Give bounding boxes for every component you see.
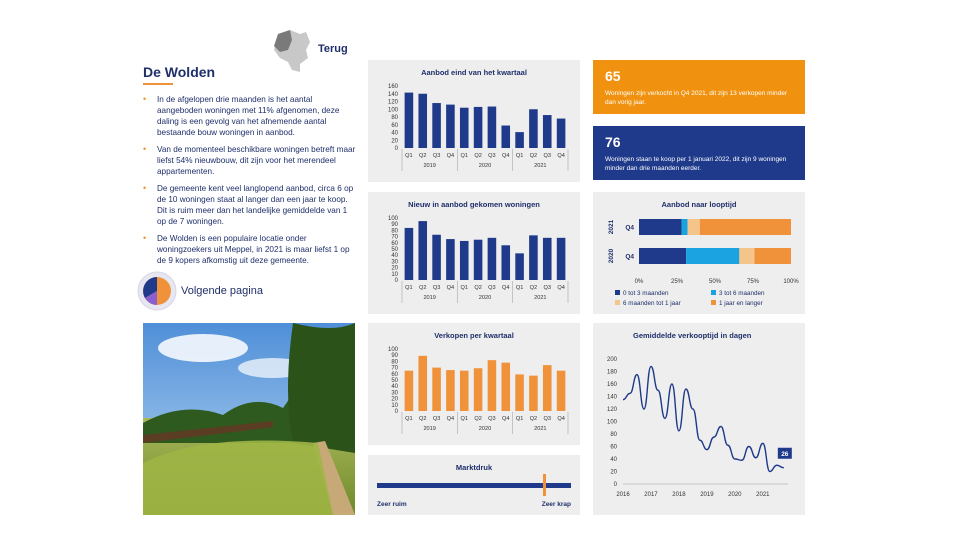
bar [432,235,441,280]
bar [557,119,566,148]
y-tick-label: 140 [387,91,398,98]
x-tick-label: Q1 [515,416,524,422]
bar [488,360,497,411]
bar [557,238,566,280]
x-tick-label: 75% [746,279,760,285]
bar [543,238,552,280]
year-label: 2019 [423,426,436,432]
x-tick-label: Q2 [529,285,538,291]
bullet-item: • De gemeente kent veel langlopend aanbod, circa 6 op de 10 woningen staat al langer dan een jaar te koop. Dit is ruim meer dan het landelijke gemiddelde van 1 op de 7 woningen. [143,183,358,227]
year-label: 2019 [423,163,436,169]
bullet-item: • De Wolden is een populaire locatie onder woningzoekers uit Meppel, in 2021 is maar liefst 1 op de 9 kopers afkomstig uit deze gemeente. [143,233,358,266]
panel-verkooptijd [593,323,805,515]
verkooptijd-chart [593,323,805,515]
y-tick-label: 160 [606,382,617,388]
x-tick-label: Q1 [460,285,468,291]
chart-title: Verkopen per kwartaal [434,331,514,340]
y-tick-label: 50 [391,247,398,253]
x-tick-label: Q1 [460,416,468,422]
x-tick-label: Q4 [557,285,565,291]
x-tick-label: 100% [783,279,799,285]
bullet-item: • In de afgelopen drie maanden is het aantal aangeboden woningen met 11% afgenomen, deze daling is een gevolg van het afnemende aantal bestaande bouw woningen in aanbod. [143,94,358,138]
year-label: 2021 [534,295,547,301]
x-tick-label: Q4 [502,416,510,422]
y-tick-label: 160 [387,84,398,90]
x-tick-label: 2017 [644,492,658,498]
panel-verkopen [368,323,580,445]
legend-swatch [615,290,620,295]
y-tick-label: 50 [391,378,398,384]
x-tick-label: 2018 [672,492,686,498]
x-tick-label: 50% [708,279,722,285]
aanbod-chart [368,60,580,182]
x-tick-label: Q3 [432,285,441,291]
x-tick-label: Q3 [543,285,551,291]
row-year-label: 2020 [608,248,615,264]
y-tick-label: 100 [387,107,398,114]
x-tick-label: Q2 [474,416,482,422]
x-tick-label: Q3 [543,416,551,422]
year-label: 2020 [478,426,492,432]
chart-title: Aanbod naar looptijd [661,200,737,209]
y-tick-label: 20 [391,396,398,403]
kpi-for-sale [593,126,805,180]
x-tick-label: Q1 [405,285,413,291]
chart-title: Aanbod eind van het kwartaal [421,68,527,77]
x-tick-label: Q4 [446,416,455,422]
x-tick-label: Q1 [405,153,413,159]
x-tick-label: Q3 [488,416,496,422]
bar [515,374,524,411]
x-tick-label: Q4 [557,153,565,159]
x-tick-label: Q2 [474,285,482,291]
y-tick-label: 20 [391,265,398,272]
y-tick-label: 90 [391,222,398,229]
verkooptijd-line [623,367,784,472]
y-tick-label: 40 [391,384,398,391]
x-tick-label: 25% [670,279,684,285]
panel-nieuw [368,192,580,314]
bar [515,132,524,148]
bar [474,368,483,411]
x-tick-label: Q4 [502,153,510,159]
y-tick-label: 80 [391,115,398,121]
bar [418,356,427,411]
x-tick-label: 2020 [728,492,742,498]
bullet-item: • Van de momenteel beschikbare woningen betreft maar liefst 54% nieuwbouw, dit zijn voor het merendeel appartementen. [143,144,358,177]
stacked-segment [682,219,688,235]
y-tick-label: 120 [606,407,617,413]
year-label: 2019 [423,295,436,301]
x-tick-label: Q1 [515,285,524,291]
bar [418,221,427,280]
y-tick-label: 60 [391,122,398,129]
x-tick-label: Q4 [446,153,455,159]
stacked-segment [739,248,754,264]
bar [432,103,441,148]
stacked-segment [755,248,791,264]
bar [460,371,469,411]
stacked-segment [639,248,686,264]
x-tick-label: 2016 [616,492,630,498]
y-tick-label: 30 [391,259,398,266]
marktdruk-title: Marktdruk [455,463,493,472]
kpi-value: 65 [605,68,621,84]
bar [543,115,552,148]
x-tick-label: Q4 [502,285,510,291]
y-tick-label: 60 [391,371,398,378]
kpi-text: Woningen zijn verkocht in Q4 2021, dit zijn 13 verkopen minder dan vorig jaar. [605,90,787,106]
y-tick-label: 40 [391,253,398,260]
x-tick-label: 2021 [756,492,770,498]
y-tick-label: 0 [394,146,398,152]
y-tick-label: 10 [391,271,398,278]
y-tick-label: 70 [391,365,398,372]
page-title: De Wolden [143,64,216,80]
title-underline [143,83,173,85]
stacked-segment [639,219,682,235]
y-tick-label: 120 [387,99,398,106]
bar [418,94,427,148]
bullet-list [143,94,358,272]
nieuw-chart [368,192,580,314]
legend-label: 3 tot 6 maanden [719,290,765,297]
legend-swatch [711,290,716,295]
y-tick-label: 40 [610,457,617,463]
bar [501,363,510,411]
panel-looptijd [593,192,805,314]
bar [501,245,510,280]
x-tick-label: Q3 [488,285,496,291]
chart-title: Nieuw in aanbod gekomen woningen [408,200,540,209]
x-tick-label: Q2 [474,153,482,159]
y-tick-label: 60 [391,240,398,247]
pie-nav-icon[interactable] [137,271,177,311]
y-tick-label: 60 [610,444,617,451]
kpi-value: 76 [605,134,621,150]
y-tick-label: 0 [394,278,398,284]
y-tick-label: 10 [391,402,398,409]
y-tick-label: 80 [391,228,398,235]
bar [488,238,497,280]
x-tick-label: Q3 [432,153,441,159]
x-tick-label: Q4 [557,416,565,422]
kpi-text: Woningen staan te koop per 1 januari 2022, dit zijn 9 woningen minder dan drie maanden eerder. [605,156,787,172]
stacked-segment [688,219,700,235]
region-map-icon [270,28,314,74]
kpi-sold [593,60,805,114]
x-tick-label: Q4 [446,285,455,291]
bar [529,109,538,148]
marktdruk-marker [543,474,546,496]
x-tick-label: Q1 [460,153,468,159]
y-tick-label: 0 [394,409,398,415]
bar [405,228,414,280]
legend-label: 0 tot 3 maanden [623,290,669,297]
marktdruk-right-label: Zeer krap [541,501,571,508]
y-tick-label: 90 [391,353,398,360]
x-tick-label: Q3 [488,153,496,159]
bar [557,371,566,411]
y-tick-label: 20 [610,469,617,476]
landscape-photo [143,323,355,515]
x-tick-label: Q2 [529,416,538,422]
bar [446,370,455,411]
x-tick-label: Q1 [405,416,413,422]
panel-marktdruk [368,455,580,515]
year-label: 2021 [534,163,547,169]
x-tick-label: Q2 [529,153,538,159]
x-tick-label: Q1 [515,153,524,159]
bar [460,108,469,148]
x-tick-label: Q2 [419,153,427,159]
row-year-label: 2021 [608,219,615,235]
y-tick-label: 200 [606,357,617,363]
y-tick-label: 100 [606,419,617,426]
year-label: 2021 [534,426,547,432]
bar [543,365,552,411]
stacked-segment [700,219,791,235]
x-tick-label: Q3 [432,416,441,422]
last-value-label: 26 [781,450,789,458]
panel-aanbod [368,60,580,182]
bar [515,253,524,280]
y-tick-label: 0 [613,482,617,488]
next-page-button[interactable]: Volgende pagina [181,285,263,297]
stacked-segment [686,248,739,264]
legend-swatch [711,300,716,305]
bar [460,241,469,280]
y-tick-label: 70 [391,234,398,241]
x-tick-label: Q3 [543,153,551,159]
y-tick-label: 40 [391,130,398,137]
y-tick-label: 140 [606,394,617,401]
bar [432,368,441,411]
y-tick-label: 180 [606,369,617,376]
back-button[interactable]: Terug [318,43,348,55]
y-tick-label: 20 [391,138,398,145]
x-tick-label: 2019 [700,492,714,498]
bar [405,93,414,148]
x-tick-label: 0% [634,279,644,285]
legend-swatch [615,300,620,305]
chart-title: Gemiddelde verkooptijd in dagen [633,331,752,340]
year-label: 2020 [478,163,492,169]
legend-label: 6 maanden tot 1 jaar [623,300,681,307]
bar [405,371,414,411]
bar [529,376,538,411]
bar [529,235,538,280]
x-tick-label: Q2 [419,285,427,291]
bar [446,105,455,148]
bar [474,240,483,280]
bar [474,107,483,148]
y-tick-label: 100 [387,347,398,353]
year-label: 2020 [478,295,492,301]
looptijd-chart [593,192,805,314]
y-tick-label: 80 [391,359,398,366]
row-quarter-label: Q4 [625,224,634,232]
verkopen-chart [368,323,580,445]
legend-label: 1 jaar en langer [719,300,763,307]
x-tick-label: Q2 [419,416,427,422]
y-tick-label: 30 [391,390,398,397]
bar [488,107,497,148]
bar [446,239,455,280]
y-tick-label: 100 [387,216,398,222]
y-tick-label: 80 [610,432,617,438]
marktdruk-left-label: Zeer ruim [377,501,407,508]
bar [501,126,510,148]
row-quarter-label: Q4 [625,253,634,261]
